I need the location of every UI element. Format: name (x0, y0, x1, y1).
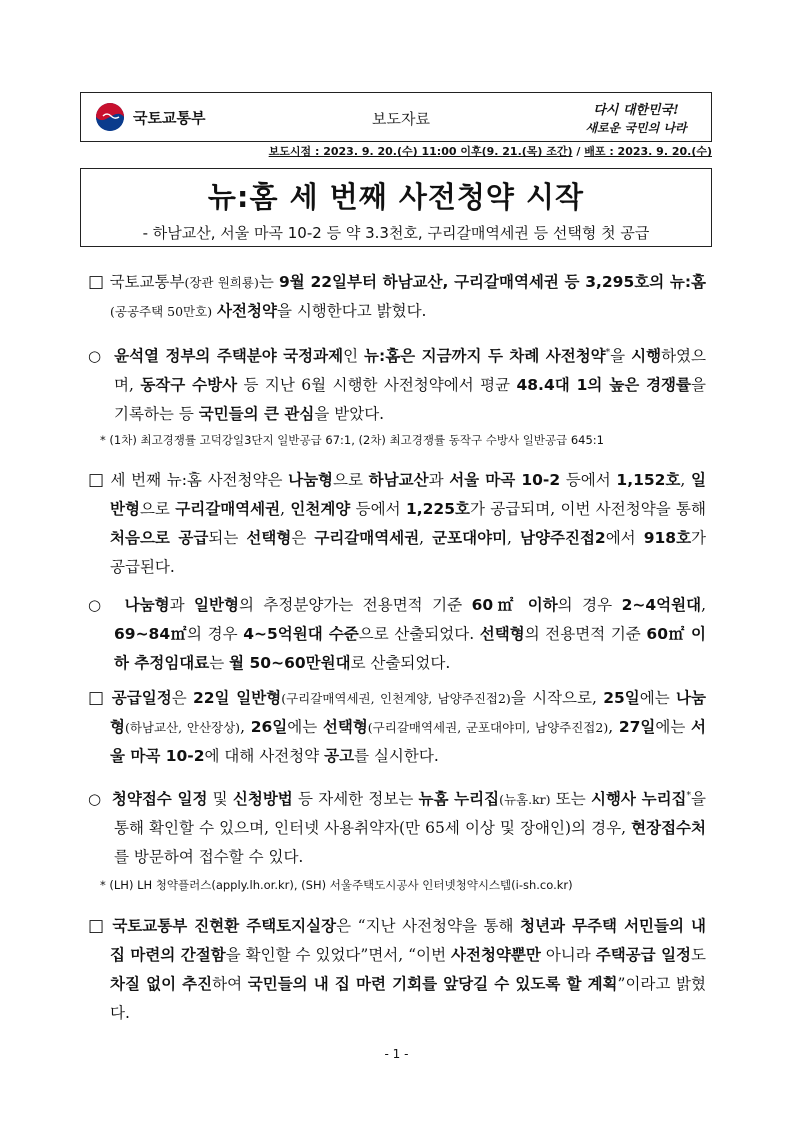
slogan-calligraphy (573, 98, 699, 138)
release-time: 보도시점 : 2023. 9. 20.(수) 11:00 이후(9. 21.(목) 조간) (268, 145, 573, 158)
footnote-2: * (LH) LH 청약플러스(apply.lh.or.kr), (SH) 서울주택도시공사 인터넷청약시스템(i-sh.co.kr) (100, 878, 573, 892)
embargo-line (80, 143, 712, 159)
square-bullet: □ (88, 688, 106, 708)
circle-bullet: ○ (88, 790, 102, 808)
paragraph-2a: ○ 나눔형과 일반형의 추정분양가는 전용면적 기준 60㎡ 이하의 경우 2~4억원대, 69~84㎡의 경우 4~5억원대 수준으로 산출되었다. 선택형의 전용면적 기준 60㎡ 이하 추정임대료는 월 50~60만원대로 산출되었다. (88, 596, 706, 672)
paragraph-3: □ 공급일정은 22일 일반형(구리갈매역세권, 인천계양, 남양주진접2)을 시작으로, 25일에는 나눔형(하남교산, 안산장상), 26일에는 선택형(구리갈매역세권, 군포대야미, 남양주진접2), 27일에는 서울 마곡 10-2에 대해 사전청약 공고를 실시한다. (88, 688, 706, 765)
page-number: - 1 - (384, 1047, 409, 1061)
circle-bullet: ○ (88, 596, 106, 614)
paragraph-1a: ○ 윤석열 정부의 주택분야 국정과제인 뉴:홈은 지금까지 두 차례 사전청약*을 시행하였으며, 동작구 수방사 등 지난 6월 시행한 사전청약에서 평균 48.4대 1의 높은 경쟁률을 기록하는 등 국민들의 큰 관심을 받았다. (88, 347, 706, 423)
square-bullet: □ (88, 272, 105, 292)
header-box (80, 92, 712, 142)
government-emblem-logo (95, 102, 125, 132)
document-type: 보도자료 (372, 110, 430, 128)
ministry-name: 국토교통부 (133, 109, 206, 127)
paragraph-3a: ○ 청약접수 일정 및 신청방법 등 자세한 정보는 뉴홈 누리집(뉴홈.kr) 또는 시행사 누리집*을 통해 확인할 수 있으며, 인터넷 사용취약자(만 65세 이상 및 장애인)의 경우, 현장접수처를 방문하여 접수할 수 있다. (88, 790, 706, 866)
paragraph-1: □ 국토교통부(장관 원희룡)는 9월 22일부터 하남교산, 구리갈매역세권 등 3,295호의 뉴:홈(공공주택 50만호) 사전청약을 시행한다고 밝혔다. (88, 272, 707, 320)
slogan-line-2: 새로운 국민의 나라 (585, 121, 687, 135)
title-box (80, 168, 712, 247)
page-title: 뉴:홈 세 번째 사전청약 시작 (207, 180, 585, 214)
footnote-1: * (1차) 최고경쟁률 고덕강일3단지 일반공급 67:1, (2차) 최고경쟁률 동작구 수방사 일반공급 645:1 (100, 433, 604, 447)
paragraph-4: □ 국토교통부 진현환 주택토지실장은 “지난 사전청약을 통해 청년과 무주택 서민들의 내 집 마련의 간절함을 확인할 수 있었다”면서, “이번 사전청약뿐만 아니라 주택공급 일정도 차질 없이 추진하여 국민들의 내 집 마련 기회를 앞당길 수 있도록 할 계획”이라고 밝혔다. (88, 916, 706, 1022)
paragraph-2: □ 세 번째 뉴:홈 사전청약은 나눔형으로 하남교산과 서울 마곡 10-2 등에서 1,152호, 일반형으로 구리갈매역세권, 인천계양 등에서 1,225호가 공급되며, 이번 사전청약을 통해 처음으로 공급되는 선택형은 구리갈매역세권, 군포대야미, 남양주진접2에서 918호가 공급된다. (88, 470, 707, 576)
embargo-separator: / (572, 145, 585, 158)
distribution-date: 배포 : 2023. 9. 20.(수) (584, 145, 712, 158)
square-bullet: □ (88, 916, 106, 936)
page-subtitle: - 하남교산, 서울 마곡 10-2 등 약 3.3천호, 구리갈매역세권 등 선택형 첫 공급 (142, 224, 650, 242)
slogan-line-1: 다시 대한민국! (593, 103, 679, 118)
circle-bullet: ○ (88, 347, 103, 365)
square-bullet: □ (88, 470, 105, 490)
